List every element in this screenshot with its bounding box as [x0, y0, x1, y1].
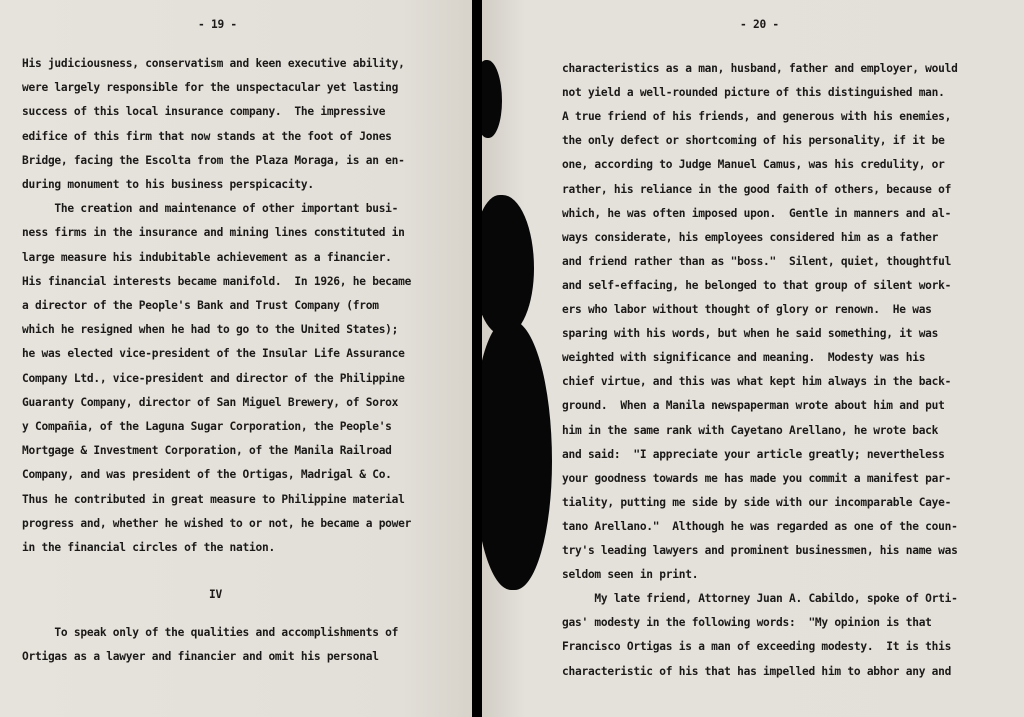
text-line: gas' modesty in the following words: "My opinion is that	[562, 616, 932, 630]
text-line: His judiciousness, conservatism and keen executive ability,	[22, 57, 405, 70]
text-line: To speak only of the qualities and accomplishments of	[22, 626, 399, 639]
gutter-shadow-lower	[482, 320, 552, 590]
gutter-shadow-top	[482, 60, 502, 138]
text-line: which he resigned when he had to go to the United States);	[22, 323, 399, 337]
text-line: Bridge, facing the Escolta from the Plaza Moraga, is an en-	[22, 153, 405, 167]
text-line: Guaranty Company, director of San Miguel Brewery, of Sorox	[22, 395, 399, 409]
text-line: ways considerate, his employees considered him as a father	[562, 230, 939, 244]
text-line: large measure his indubitable achievement as a financier.	[22, 250, 392, 264]
text-line: A true friend of his friends, and generous with his enemies,	[562, 110, 952, 124]
text-line: Ortigas as a lawyer and financier and omit his personal	[22, 650, 379, 663]
text-line: he was elected vice-president of the Insular Life Assurance	[22, 347, 405, 361]
section-heading: IV	[209, 588, 222, 601]
text-line: Company, and was president of the Ortigas, Madrigal & Co.	[22, 468, 392, 482]
text-line: chief virtue, and this was what kept him always in the back-	[562, 375, 952, 389]
text-line: which, he was often imposed upon. Gentle in manners and al-	[562, 206, 952, 220]
text-line: His financial interests became manifold. In 1926, he became	[22, 274, 412, 288]
text-line: during monument to his business perspicacity.	[22, 178, 314, 191]
text-line: characteristic of his that has impelled him to abhor any and	[562, 664, 952, 678]
text-line: success of this local insurance company. The impressive	[22, 105, 386, 119]
text-line: Mortgage & Investment Corporation, of the Manila Railroad	[22, 444, 392, 458]
text-line: and friend rather than as "boss." Silent, quiet, thoughtful	[562, 254, 952, 268]
text-line: My late friend, Attorney Juan A. Cabildo, spoke of Orti-	[562, 592, 958, 606]
text-line: Company Ltd., vice-president and director of the Philippine	[22, 371, 405, 385]
right-page	[482, 0, 1024, 717]
text-line: ness firms in the insurance and mining lines constituted in	[22, 226, 405, 240]
text-line: rather, his reliance in the good faith of others, because of	[562, 182, 952, 196]
text-line: the only defect or shortcoming of his personality, if it be	[562, 134, 945, 148]
left-page	[0, 0, 472, 717]
text-line: and said: "I appreciate your article greatly; nevertheless	[562, 447, 945, 461]
text-line: The creation and maintenance of other important busi-	[22, 202, 399, 216]
text-line: Thus he contributed in great measure to Philippine material	[22, 492, 405, 506]
text-line: sparing with his words, but when he said something, it was	[562, 327, 939, 341]
gutter-shadow-middle	[482, 195, 534, 335]
text-line: were largely responsible for the unspectacular yet lasting	[22, 81, 399, 95]
text-line: progress and, whether he wished to or not, he became a power	[22, 516, 412, 530]
text-line: ers who labor without thought of glory or renown. He was	[562, 303, 932, 316]
text-line: y Compañia, of the Laguna Sugar Corporation, the People's	[22, 420, 392, 433]
page-number-left: - 19 -	[198, 18, 237, 31]
text-line: tano Arellano." Although he was regarded as one of the coun-	[562, 519, 958, 533]
text-line: not yield a well-rounded picture of this distinguished man.	[562, 86, 945, 100]
text-line: seldom seen in print.	[562, 568, 699, 582]
text-line: Francisco Ortigas is a man of exceeding modesty. It is this	[562, 640, 952, 654]
text-line: him in the same rank with Cayetano Arellano, he wrote back	[562, 423, 939, 437]
book-gutter	[472, 0, 482, 717]
text-line: weighted with significance and meaning. Modesty was his	[562, 351, 926, 365]
text-line: edifice of this firm that now stands at the foot of Jones	[22, 129, 392, 143]
text-line: your goodness towards me has made you commit a manifest par-	[562, 471, 952, 485]
text-line: ground. When a Manila newspaperman wrote about him and put	[562, 399, 945, 413]
text-line: and self-effacing, he belonged to that group of silent work-	[562, 278, 952, 292]
text-line: tiality, putting me side by side with our incomparable Caye-	[562, 495, 952, 509]
text-line: in the financial circles of the nation.	[22, 541, 275, 554]
text-line: try's leading lawyers and prominent businessmen, his name was	[562, 544, 958, 557]
text-line: a director of the People's Bank and Trust Company (from	[22, 299, 379, 312]
page-number-right: - 20 -	[740, 18, 779, 31]
text-line: one, according to Judge Manuel Camus, was his credulity, or	[562, 158, 945, 172]
text-line: characteristics as a man, husband, father and employer, would	[562, 62, 958, 75]
